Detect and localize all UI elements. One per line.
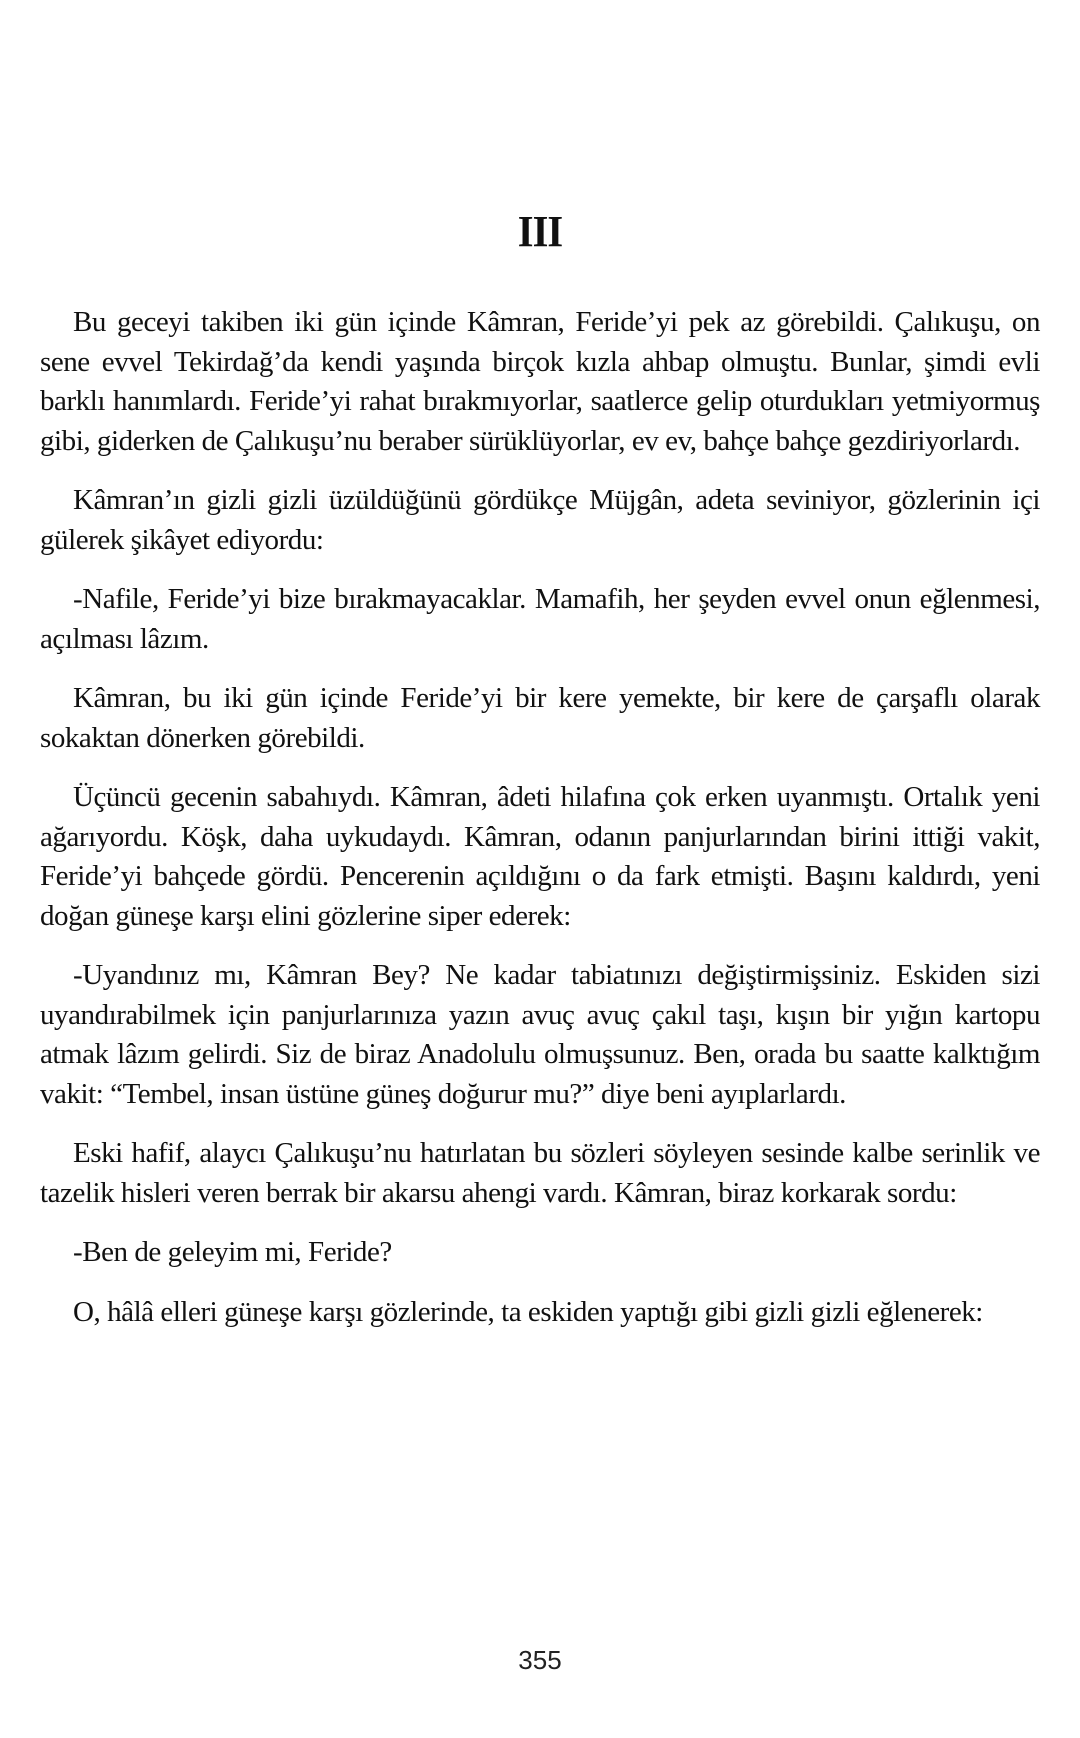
chapter-title: III <box>517 207 563 257</box>
paragraph: Bu geceyi takiben iki gün içinde Kâmran, Feride’yi pek az görebildi. Çalıkuşu, on sene evvel Tekirdağ’da kendi yaşında birçok kızla ahbap olmuştu. Bunlar, şimdi evli barklı hanımlardı. Feride’yi rahat bırakmıyorlar, saatlerce gelip oturdukları yetmiyormuş gibi, giderken de Çalıkuşu’nu beraber sürüklüyorlar, ev ev, bahçe bahçe gezdiriyorlardı. <box>40 306 1040 457</box>
paragraph: Kâmran, bu iki gün içinde Feride’yi bir kere yemekte, bir kere de çarşaflı olarak sokaktan dönerken görebildi. <box>40 682 1040 754</box>
paragraph: -Nafile, Feride’yi bize bırakmayacaklar. Mamafih, her şeyden evvel onun eğlenmesi, açılması lâzım. <box>40 583 1040 655</box>
paragraph: Üçüncü gecenin sabahıydı. Kâmran, âdeti hilafına çok erken uyanmıştı. Ortalık yeni ağarıyordu. Köşk, daha uykudaydı. Kâmran, odanın panjurlarından birini ittiği vakit, Feride’yi bahçede gördü. Pencerenin açıldığını o da fark etmişti. Başını kaldırdı, yeni doğan güneşe karşı elini gözlerine siper ederek: <box>40 781 1040 932</box>
page-body <box>40 303 1040 1352</box>
paragraph: -Uyandınız mı, Kâmran Bey? Ne kadar tabiatınızı değiştirmişsiniz. Eskiden sizi uyandırabilmek için panjurlarınıza yazın avuç avuç çakıl taşı, kışın bir yığın kartopu atmak lâzım gelirdi. Siz de biraz Anadolulu olmuşsunuz. Ben, orada bu saatte kalktığım vakit: “Tembel, insan üstüne güneş doğurur mu?” diye beni ayıplarlardı. <box>40 959 1040 1110</box>
paragraph: -Ben de geleyim mi, Feride? <box>73 1236 392 1268</box>
page-number: 355 <box>518 1645 562 1675</box>
paragraph: Kâmran’ın gizli gizli üzüldüğünü gördükçe Müjgân, adeta seviniyor, gözlerinin içi gülerek şikâyet ediyordu: <box>40 484 1040 556</box>
paragraph: Eski hafif, alaycı Çalıkuşu’nu hatırlatan bu sözleri söyleyen sesinde kalbe serinlik ve tazelik hisleri veren berrak bir akarsu ahengi vardı. Kâmran, biraz korkarak sordu: <box>40 1137 1040 1209</box>
paragraph: O, hâlâ elleri güneşe karşı gözlerinde, ta eskiden yaptığı gibi gizli gizli eğlenerek: <box>73 1295 983 1328</box>
